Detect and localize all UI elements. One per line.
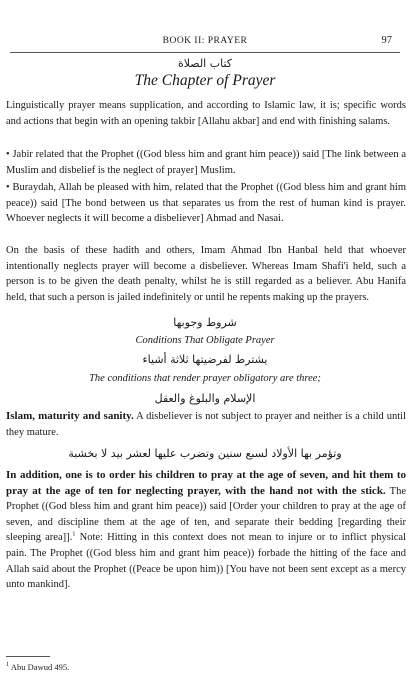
chapter-arabic-title: كتاب الصلاة: [177, 57, 233, 70]
children-arabic-line: وتؤمر بها الأولاد لسبع سنين وتضرب عليها لعشر بيد لا بخشبة: [68, 447, 342, 460]
conditions-arabic-list: الإسلام والبلوغ والعقل: [154, 392, 256, 405]
footnote: [6, 662, 69, 672]
footnote-reference[interactable]: 1: [72, 530, 76, 538]
chapter-title: The Chapter of Prayer: [134, 72, 276, 89]
footnote-mark: 1: [6, 661, 10, 669]
conditions-italic-line: The conditions that render prayer obligatory are three;: [89, 373, 321, 384]
conditions-list-rest: A disbeliever is not subject to prayer and neither is a child until they mature.: [6, 411, 406, 438]
conditions-arabic-heading: شروط وجوبها: [173, 316, 237, 329]
hadith-jabir: • Jabir related that the Prophet ((God bless him and grant him peace)) said [The link between a Muslim and disbelief is the neglect of prayer] Muslim.: [6, 149, 406, 176]
page-number: 97: [381, 35, 392, 46]
conditions-paragraph: [6, 409, 406, 440]
children-hadith-text: The Prophet ((God bless him and grant him peace)) said [Order your children to pray at the age of seven, and discipline them at the age of ten, and separate their bedding [regarding their sleeping area]].: [6, 485, 406, 544]
children-note-text: Note: Hitting in this context does not mean to injure or to inflict physical pain. The Prophet ((God bless him and grant him peace)) forbade the hitting of the face and Allah said about the Prophet ((Peace be upon him)) [You have not been sent except as a mercy unto mankind].: [6, 532, 406, 591]
footnote-divider: [6, 656, 50, 657]
conditions-arabic-line: يشترط لفرضيتها ثلاثة أشياء: [142, 353, 268, 366]
running-header: [10, 34, 400, 53]
conditions-list-bold: Islam, maturity and sanity.: [6, 410, 134, 422]
footnote-text: Abu Dawud 495.: [10, 662, 70, 672]
conditions-heading: Conditions That Obligate Prayer: [135, 335, 275, 346]
header-title: BOOK II: PRAYER: [162, 36, 248, 46]
intro-paragraph: Linguistically prayer means supplication, and according to Islamic law, it is; specific words and actions that begin with an opening takbir [Allahu akbar] and end with finishing salams.: [6, 100, 406, 127]
scholars-opinions-paragraph: On the basis of these hadith and others, Imam Ahmad Ibn Hanbal held that whoever intentionally neglects prayer will become a disbeliever. Whereas Imam Shafi'i held, such a person is to be given the death penalty, whilst he is still regarded as a believer. Abu Hanifa held, that such a person is jailed indefinitely or until he repents making up the prayers.: [6, 245, 406, 303]
children-paragraph: [6, 468, 406, 593]
hadith-buraydah: • Buraydah, Allah be pleased with him, related that the Prophet ((God bless him and grant him peace)) said [The bond between us that separates us from the rest of human kind is prayer. Whoever neglects it will become a disbeliever] Ahmad and Nasai.: [6, 182, 406, 225]
children-bold-text: In addition, one is to order his children to pray at the age of seven, and hit them to pray at the age of ten for neglecting prayer, with the hand not with the stick.: [6, 469, 406, 497]
